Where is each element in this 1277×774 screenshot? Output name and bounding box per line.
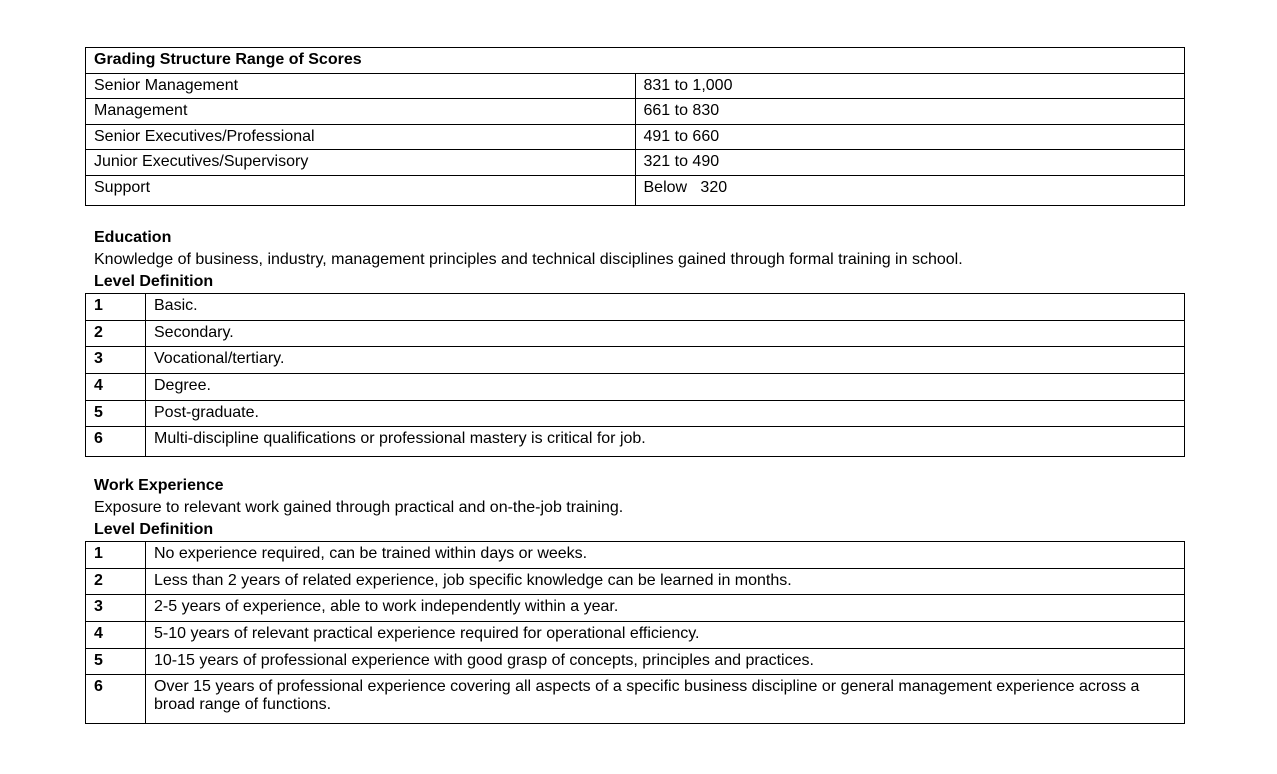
grade-range: 491 to 660 (635, 124, 1185, 150)
level-number: 3 (86, 595, 146, 622)
level-number: 1 (86, 542, 146, 569)
grading-structure-table (85, 47, 1185, 206)
level-number: 6 (86, 427, 146, 457)
level-definition: 2-5 years of experience, able to work independently within a year. (146, 595, 1185, 622)
level-definition: 5-10 years of relevant practical experience required for operational efficiency. (146, 622, 1185, 649)
level-definition: Basic. (146, 294, 1185, 321)
table-row (86, 374, 1185, 401)
level-definition: Over 15 years of professional experience covering all aspects of a specific business discipline or general management experience across a broad range of functions. (146, 675, 1185, 724)
level-definition: Post-graduate. (146, 400, 1185, 427)
grade-name: Junior Executives/Supervisory (86, 150, 636, 176)
grade-name: Senior Management (86, 73, 636, 99)
grade-name: Management (86, 99, 636, 125)
level-number: 4 (86, 622, 146, 649)
table-row (86, 400, 1185, 427)
grade-name: Senior Executives/Professional (86, 124, 636, 150)
grading-header: Grading Structure Range of Scores (86, 48, 1185, 74)
level-number: 3 (86, 347, 146, 374)
level-definition: Vocational/tertiary. (146, 347, 1185, 374)
table-row (86, 294, 1185, 321)
table-row (86, 124, 1185, 150)
grade-name: Support (86, 175, 636, 205)
level-number: 4 (86, 374, 146, 401)
grade-range: Below 320 (635, 175, 1185, 205)
table-row (86, 320, 1185, 347)
education-title: Education (94, 229, 172, 246)
level-definition: Multi-discipline qualifications or professional mastery is critical for job. (146, 427, 1185, 457)
level-definition: Secondary. (146, 320, 1185, 347)
work-experience-levels-table (85, 541, 1185, 724)
level-definition: No experience required, can be trained within days or weeks. (146, 542, 1185, 569)
table-row (86, 648, 1185, 675)
table-row (86, 175, 1185, 205)
table-row (86, 427, 1185, 457)
grading-header-row (86, 48, 1185, 74)
level-definition: Degree. (146, 374, 1185, 401)
level-number: 6 (86, 675, 146, 724)
table-row (86, 347, 1185, 374)
level-number: 5 (86, 400, 146, 427)
table-row (86, 150, 1185, 176)
table-row (86, 622, 1185, 649)
level-definition: 10-15 years of professional experience with good grasp of concepts, principles and practices. (146, 648, 1185, 675)
table-row (86, 73, 1185, 99)
level-number: 1 (86, 294, 146, 321)
level-number: 2 (86, 320, 146, 347)
table-row (86, 542, 1185, 569)
education-description: Knowledge of business, industry, management principles and technical disciplines gained through formal training in school. (94, 251, 963, 268)
work-experience-description: Exposure to relevant work gained through practical and on-the-job training. (94, 499, 624, 516)
work-experience-title: Work Experience (94, 477, 224, 494)
table-row (86, 568, 1185, 595)
level-number: 2 (86, 568, 146, 595)
education-levels-table (85, 293, 1185, 457)
level-number: 5 (86, 648, 146, 675)
education-level-header: Level Definition (94, 273, 214, 290)
table-row (86, 675, 1185, 724)
table-row (86, 99, 1185, 125)
grade-range: 831 to 1,000 (635, 73, 1185, 99)
table-row (86, 595, 1185, 622)
work-experience-level-header: Level Definition (94, 521, 214, 538)
grade-range: 661 to 830 (635, 99, 1185, 125)
grade-range: 321 to 490 (635, 150, 1185, 176)
level-definition: Less than 2 years of related experience, job specific knowledge can be learned in months. (146, 568, 1185, 595)
